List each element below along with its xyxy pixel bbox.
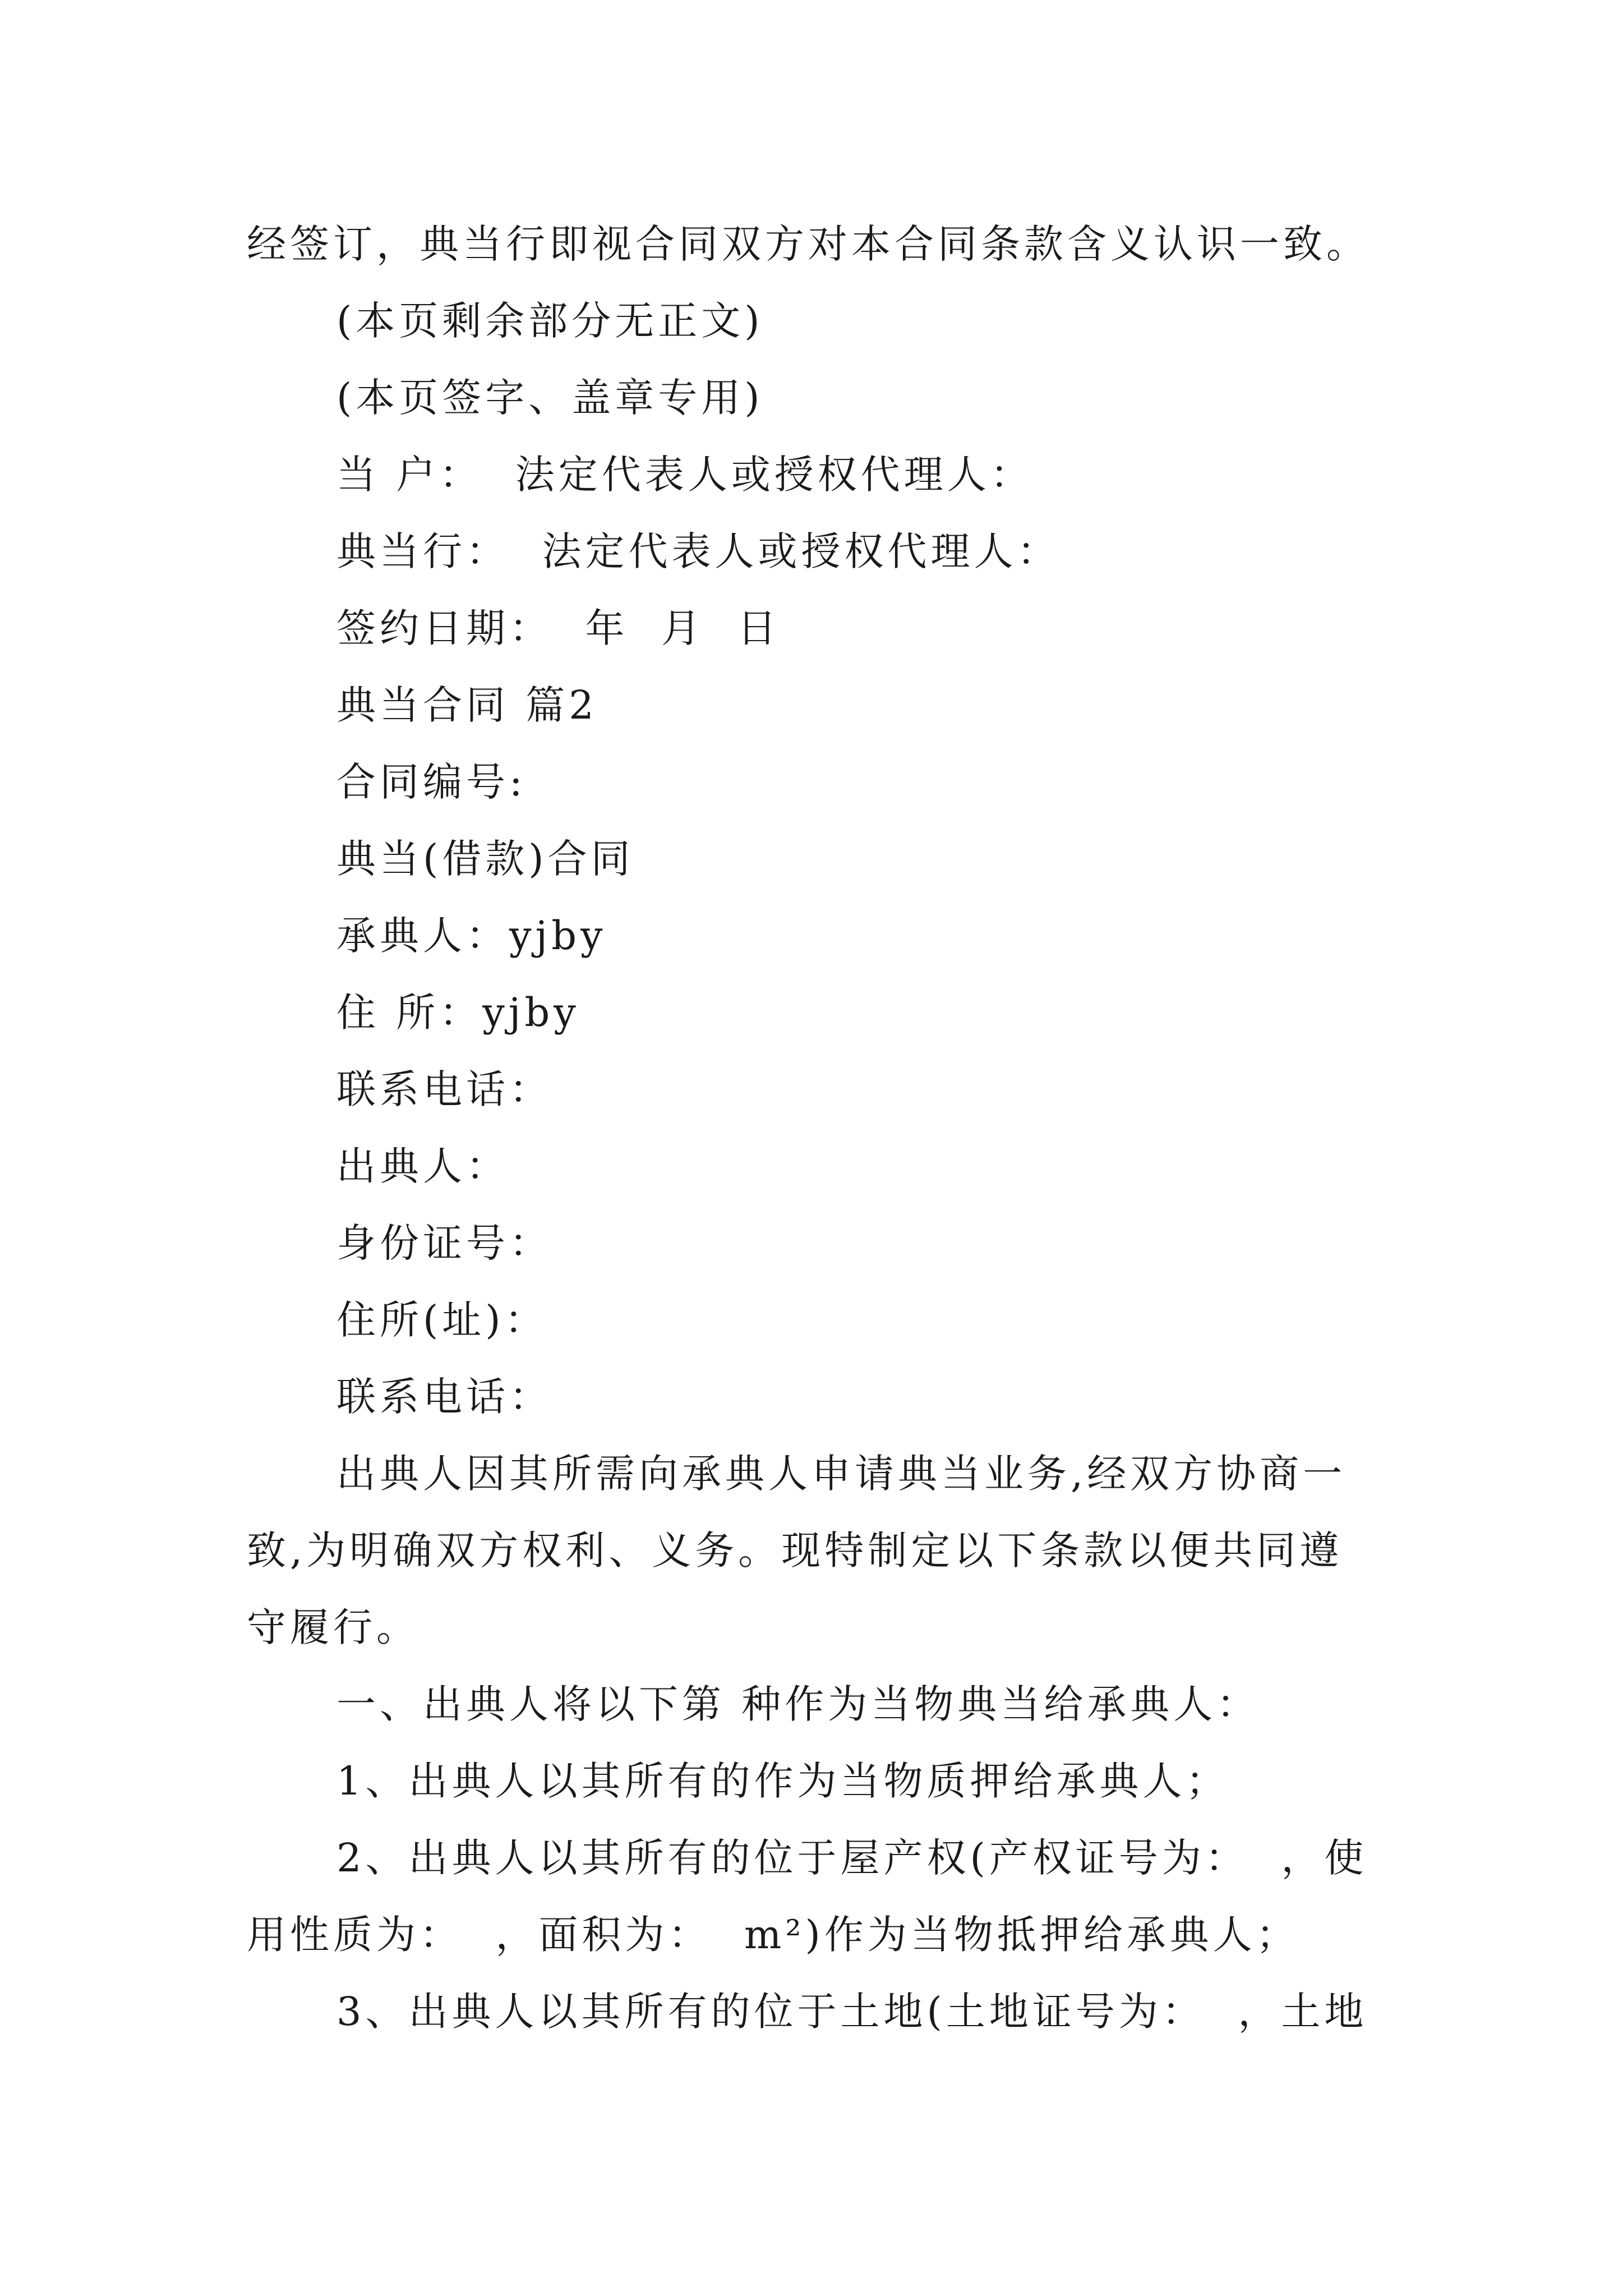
field-label: 出典人： <box>336 1143 509 1189</box>
section-heading: 典当合同 篇2 <box>336 682 598 728</box>
field-label: 联系电话： <box>336 1374 552 1420</box>
contract-title: 典当(借款)合同 <box>336 836 634 882</box>
field-label: 承典人：yjby <box>336 913 607 959</box>
clause-line: 一、出典人将以下第 种作为当物典当给承典人： <box>336 1681 1260 1727</box>
paragraph-line: 出典人因其所需向承典人申请典当业务,经双方协商一 <box>336 1451 1347 1497</box>
field-label: 住 所：yjby <box>336 990 580 1036</box>
clause-line: 1、出典人以其所有的作为当物质押给承典人； <box>336 1758 1229 1804</box>
clause-line: 3、出典人以其所有的位于土地(土地证号为： ，土地 <box>336 1989 1368 2035</box>
clause-line: 用性质为： ，面积为： m²)作为当物抵押给承典人； <box>247 1912 1299 1958</box>
field-label: 联系电话： <box>336 1066 552 1112</box>
note-line: (本页剩余部分无正文) <box>336 298 764 344</box>
paragraph-line: 致,为明确双方权利、义务。现特制定以下条款以便共同遵 <box>247 1527 1343 1573</box>
signature-line: 当 户： 法定代表人或授权代理人： <box>336 452 1034 498</box>
paragraph-line: 经签订，典当行即视合同双方对本合同条款含义认识一致。 <box>247 221 1370 267</box>
paragraph-line: 守履行。 <box>247 1604 419 1650</box>
signature-line: 典当行： 法定代表人或授权代理人： <box>336 528 1061 574</box>
field-label: 身份证号： <box>336 1220 552 1266</box>
date-line: 签约日期： 年 月 日 <box>336 605 781 651</box>
clause-line: 2、出典人以其所有的位于屋产权(产权证号为： ，使 <box>336 1835 1368 1881</box>
field-label: 住所(址)： <box>336 1297 548 1343</box>
field-label: 合同编号: <box>336 759 527 805</box>
note-line: (本页签字、盖章专用) <box>336 375 764 421</box>
